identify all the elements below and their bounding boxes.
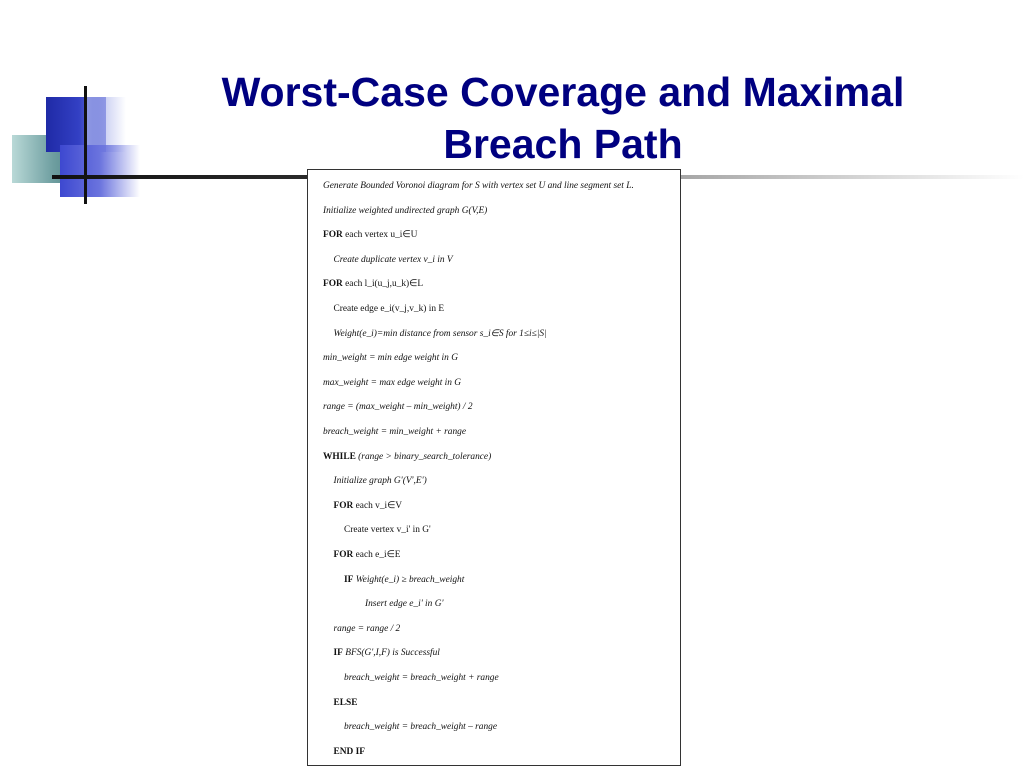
decorative-light-blue-square [86,97,126,152]
slide-title [150,66,976,170]
algorithm-line-text: breach_weight = min_weight + range [323,427,467,437]
algorithm-keyword: FOR [333,550,354,560]
slide-title-line-2: Breach Path [443,121,683,167]
decorative-blue-square-lower [60,145,140,197]
algorithm-line [323,352,458,364]
algorithm-line-text: Insert edge e_i' in G' [365,599,444,610]
algorithm-line-text: min_weight = min edge weight in G [323,353,458,364]
algorithm-line-text: max_weight = max edge weight in G [323,377,462,388]
algorithm-line [334,254,453,266]
algorithm-line-text: range = (max_weight – min_weight) / 2 [323,402,473,413]
algorithm-line [334,475,427,487]
algorithm-line [344,524,431,536]
algorithm-line [344,721,497,733]
algorithm-keyword: FOR [333,500,354,511]
algorithm-line-text: breach_weight = breach_weight – range [344,722,498,733]
algorithm-line-text: Initialize weighted undirected graph G(V,E) [323,205,488,216]
algorithm-line-text: each e_i∈E [353,550,401,560]
algorithm-line [334,697,358,709]
decorative-vertical-line [84,86,87,204]
algorithm-line-text: Create vertex v_i' in G' [344,525,431,536]
algorithm-line [334,328,547,340]
algorithm-line-text: Initialize graph G'(V',E') [333,476,427,487]
algorithm-line [334,500,403,512]
algorithm-line [334,746,366,758]
algorithm-line [323,229,417,241]
algorithm-keyword: ELSE [333,697,358,708]
algorithm-line-text: breach_weight = breach_weight + range [344,673,499,683]
algorithm-line-text: Create edge e_i(v_j,v_k) in E [333,304,445,314]
algorithm-keyword: FOR [323,230,343,241]
algorithm-line [334,549,401,561]
algorithm-line-text: Weight(e_i) ≥ breach_weight [353,574,465,585]
algorithm-line-text: Weight(e_i)=min distance from sensor s_i∈S for 1≤i≤|S| [333,328,547,339]
algorithm-line [323,451,491,463]
algorithm-line [365,598,443,610]
algorithm-pseudocode-box [307,169,681,766]
algorithm-line [323,180,634,192]
algorithm-line [334,623,401,635]
algorithm-line-text: each vertex u_i∈U [342,230,418,241]
algorithm-line [334,647,440,659]
algorithm-line-text: each l_i(u_j,u_k)∈L [342,279,424,290]
algorithm-keyword: FOR [323,279,343,290]
algorithm-line-text: Create duplicate vertex v_i in V [333,254,453,265]
algorithm-line [323,426,466,438]
algorithm-line [323,278,423,290]
algorithm-line [323,401,473,413]
algorithm-line [323,205,487,217]
algorithm-keyword: WHILE [323,451,356,462]
algorithm-line [344,672,499,684]
algorithm-keyword: END IF [333,746,366,757]
algorithm-keyword: IF [333,648,343,659]
algorithm-line-text: BFS(G',I,F) is Successful [342,648,440,659]
algorithm-line [334,303,445,315]
algorithm-line [323,377,461,389]
algorithm-line-text: Generate Bounded Voronoi diagram for S with vertex set U and line segment set L. [323,181,634,191]
algorithm-line [344,574,464,586]
slide-title-line-1: Worst-Case Coverage and Maximal [221,69,905,115]
algorithm-keyword: IF [344,574,354,585]
algorithm-line-text: range = range / 2 [333,623,401,634]
algorithm-line-text: each v_i∈V [353,500,403,511]
algorithm-line-text: (range > binary_search_tolerance) [355,451,492,462]
